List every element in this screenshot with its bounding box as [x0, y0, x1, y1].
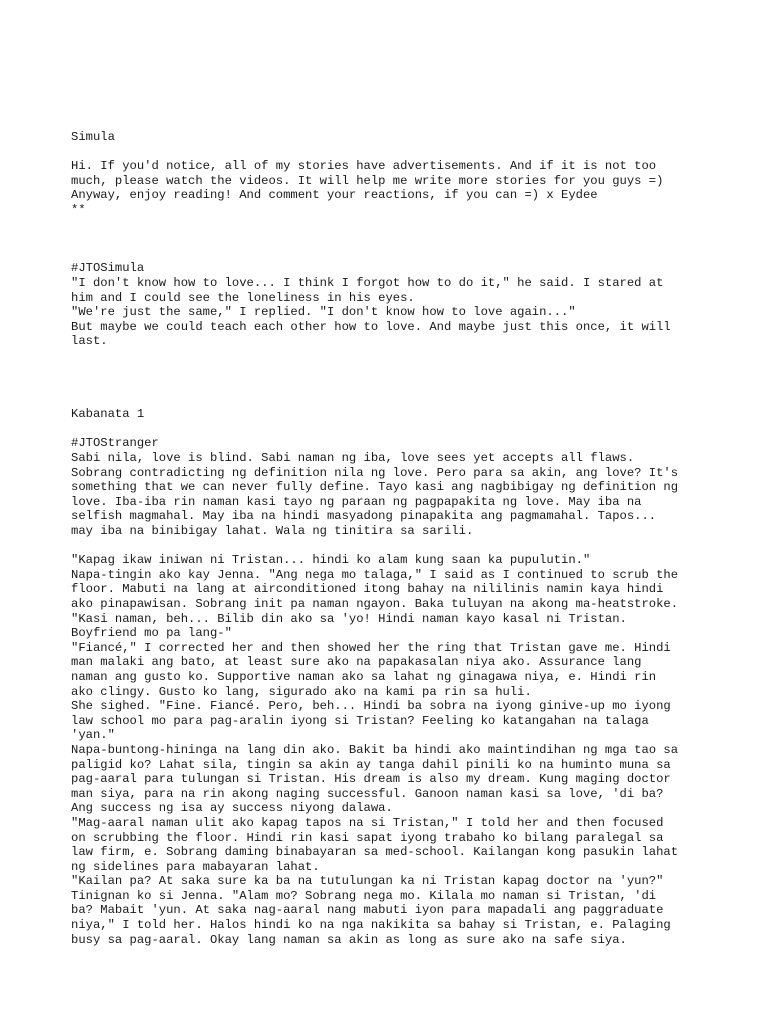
blank-line	[71, 145, 711, 160]
text-line: ba? Mabait 'yun. At saka nag-aaral nang mabuti iyon para mapadali ang paggraduate	[71, 903, 664, 918]
text-line: may iba na binibigay lahat. Wala ng tinitira sa sarili.	[71, 524, 474, 539]
text-line: Tinignan ko si Jenna. "Alam mo? Sobrang nega mo. Kilala mo naman si Tristan, 'di	[71, 888, 657, 903]
text-line: Hi. If you'd notice, all of my stories have advertisements. And if it is not too	[71, 159, 657, 174]
text-line: floor. Mabuti na lang at airconditioned itong bahay na nililinis namin kaya hindi	[71, 582, 664, 597]
text-line: niya," I told her. Halos hindi ko na nga nakikita sa bahay si Tristan, e. Palaging	[71, 918, 671, 933]
text-line: Boyfriend mo pa lang-"	[71, 626, 232, 641]
text-line: Napa-tingin ako kay Jenna. "Ang nega mo talaga," I said as I continued to scrub the	[71, 567, 679, 582]
blank-line	[71, 349, 711, 364]
text-line: "Kasi naman, beh... Bilib din ako sa 'yo! Hindi naman kayo kasal ni Tristan.	[71, 611, 627, 626]
text-line: selfish magmahal. May iba na hindi masyadong pinapakita ang pagmamahal. Tapos...	[71, 509, 657, 524]
text-line: him and I could see the loneliness in his eyes.	[71, 290, 415, 305]
text-line: naman ang gusto ko. Supportive naman ako sa lahat ng ginagawa niya, e. Hindi rin	[71, 669, 657, 684]
text-line: Anyway, enjoy reading! And comment your reactions, if you can =) x Eydee	[71, 188, 598, 203]
blank-line	[71, 218, 711, 233]
text-line: pag-aaral para tulungan si Tristan. His dream is also my dream. Kung maging doctor	[71, 772, 671, 787]
text-line: **	[71, 202, 86, 217]
text-line: man malaki ang bato, at least sure ako na papakasalan niya ako. Assurance lang	[71, 655, 642, 670]
text-line: Kabanata 1	[71, 407, 145, 422]
text-line: "Kailan pa? At saka sure ka ba na tutulungan ka ni Tristan kapag doctor na 'yun?"	[71, 874, 664, 889]
blank-line	[71, 232, 711, 247]
text-line: law firm, e. Sobrang daming binabayaran sa med-school. Kailangan kong pasukin lahat	[71, 845, 679, 860]
blank-line	[71, 422, 711, 437]
text-line: 'yan."	[71, 728, 115, 743]
text-line: love. Iba-iba rin naman kasi tayo ng paraan ng pagpapakita ng love. May iba na	[71, 494, 642, 509]
text-line: "Kapag ikaw iniwan ni Tristan... hindi ko alam kung saan ka pupulutin."	[71, 553, 591, 568]
blank-line	[71, 378, 711, 393]
text-line: Sobrang contradicting ng definition nila ng love. Pero para sa akin, ang love? It's	[71, 465, 679, 480]
text-line: She sighed. "Fine. Fiancé. Pero, beh... Hindi ba sobra na iyong ginive-up mo iyong	[71, 699, 671, 714]
blank-line	[71, 247, 711, 262]
text-line: law school mo para pag-aralin iyong si Tristan? Feeling ko katangahan na talaga	[71, 713, 649, 728]
document-page	[71, 130, 711, 947]
text-line: Napa-buntong-hininga na lang din ako. Bakit ba hindi ako maintindihan ng mga tao sa	[71, 742, 679, 757]
text-line: Ang success ng isa ay success niyong dalawa.	[71, 801, 393, 816]
text-line: Simula	[71, 130, 115, 144]
blank-line	[71, 539, 711, 554]
text-line: "We're just the same," I replied. "I don't know how to love again..."	[71, 305, 576, 320]
text-line: "I don't know how to love... I think I forgot how to do it," he said. I stared at	[71, 275, 664, 290]
text-line: last.	[71, 334, 108, 349]
text-line: "Mag-aaral naman ulit ako kapag tapos na si Tristan," I told her and then focused	[71, 815, 664, 830]
text-line: ako pinapawisan. Sobrang init pa naman ngayon. Baka tuluyan na akong ma-heatstroke.	[71, 597, 679, 611]
text-line: man siya, para na rin akong naging successful. Ganoon naman kasi sa love, 'di ba?	[71, 786, 664, 801]
text-line: ng sidelines para mabayaran lahat.	[71, 859, 320, 874]
text-line: "Fiancé," I corrected her and then showed her the ring that Tristan gave me. Hindi	[71, 640, 671, 655]
text-line: #JTOStranger	[71, 436, 159, 451]
text-line: on scrubbing the floor. Hindi rin kasi sapat iyong trabaho ko bilang paralegal sa	[71, 830, 664, 845]
text-line: busy sa pag-aaral. Okay lang naman sa akin as long as sure ako na safe siya.	[71, 932, 627, 947]
text-line: ako clingy. Gusto ko lang, sigurado ako na kami pa rin sa huli.	[71, 684, 532, 699]
text-line: Sabi nila, love is blind. Sabi naman ng iba, love sees yet accepts all flaws.	[71, 451, 635, 466]
text-line: much, please watch the videos. It will help me write more stories for you guys =)	[71, 173, 664, 188]
blank-line	[71, 393, 711, 408]
text-line: paligid ko? Lahat sila, tingin sa akin ay tanga dahil pinili ko na huminto muna sa	[71, 757, 671, 772]
text-line: #JTOSimula	[71, 261, 145, 276]
text-line: something that we can never fully define. Tayo kasi ang nagbibigay ng definition ng	[71, 480, 679, 495]
text-line: But maybe we could teach each other how to love. And maybe just this once, it will	[71, 319, 671, 334]
blank-line	[71, 364, 711, 379]
